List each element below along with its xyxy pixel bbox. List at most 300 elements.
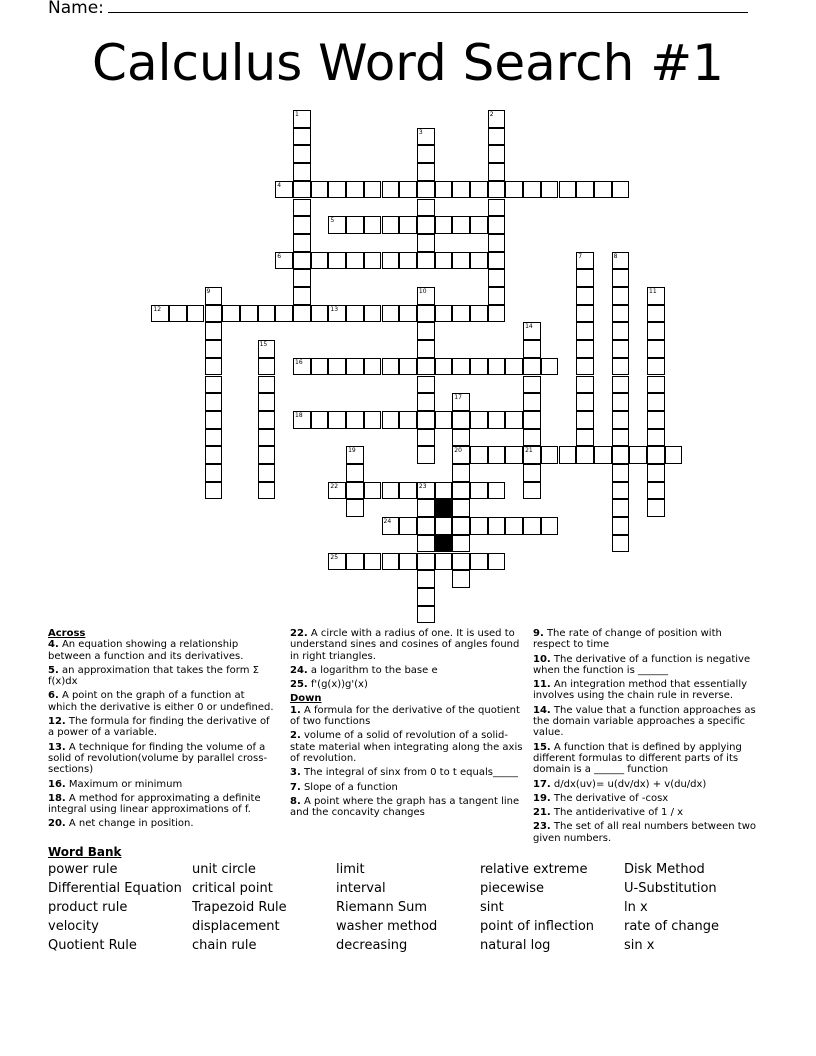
crossword-cell[interactable] <box>417 376 435 394</box>
crossword-cell[interactable] <box>612 411 630 429</box>
crossword-cell[interactable] <box>364 553 382 571</box>
crossword-cell[interactable] <box>328 358 346 376</box>
crossword-cell[interactable] <box>523 446 541 464</box>
crossword-cell[interactable] <box>470 358 488 376</box>
crossword-cell[interactable] <box>612 287 630 305</box>
crossword-cell[interactable] <box>417 570 435 588</box>
crossword-cell[interactable] <box>275 252 293 270</box>
crossword-cell[interactable] <box>205 322 223 340</box>
crossword-cell[interactable] <box>328 482 346 500</box>
crossword-cell[interactable] <box>435 216 453 234</box>
crossword-cell[interactable] <box>647 393 665 411</box>
crossword-cell[interactable] <box>523 322 541 340</box>
clue-number: 10. <box>533 653 551 665</box>
clue-number: 11. <box>533 679 551 691</box>
crossword-cell[interactable] <box>576 411 594 429</box>
crossword-cell[interactable] <box>647 287 665 305</box>
crossword-cell[interactable] <box>275 181 293 199</box>
crossword-cell[interactable] <box>169 305 187 323</box>
crossword-cell[interactable] <box>435 553 453 571</box>
crossword-cell[interactable] <box>293 411 311 429</box>
crossword-cell[interactable] <box>417 499 435 517</box>
crossword-cell[interactable] <box>576 340 594 358</box>
crossword-cell[interactable] <box>346 181 364 199</box>
crossword-cell[interactable] <box>293 199 311 217</box>
word-bank-item: interval <box>336 881 386 896</box>
down-clue <box>533 679 761 702</box>
crossword-cell[interactable] <box>523 411 541 429</box>
crossword-cell[interactable] <box>452 464 470 482</box>
crossword-cell[interactable] <box>258 358 276 376</box>
crossword-cell[interactable] <box>576 287 594 305</box>
crossword-cell[interactable] <box>576 252 594 270</box>
word-bank-item: displacement <box>192 919 280 934</box>
crossword-cell[interactable] <box>559 446 577 464</box>
clue-text: The derivative of a function is negative when the function is ______ <box>533 653 751 676</box>
crossword-cell[interactable] <box>205 340 223 358</box>
crossword-cell[interactable] <box>452 553 470 571</box>
crossword-cell[interactable] <box>399 181 417 199</box>
crossword-cell[interactable] <box>382 216 400 234</box>
crossword-cell[interactable] <box>399 411 417 429</box>
crossword-cell[interactable] <box>505 446 523 464</box>
crossword-cell[interactable] <box>647 358 665 376</box>
clue-text: Maximum or minimum <box>65 778 183 790</box>
crossword-cell[interactable] <box>417 128 435 146</box>
crossword-cell[interactable] <box>612 322 630 340</box>
crossword-cell[interactable] <box>488 446 506 464</box>
cell-number: 5 <box>330 217 335 225</box>
crossword-cell[interactable] <box>258 376 276 394</box>
crossword-cell[interactable] <box>435 358 453 376</box>
crossword-cell[interactable] <box>470 252 488 270</box>
crossword-cell[interactable] <box>523 376 541 394</box>
crossword-cell[interactable] <box>205 411 223 429</box>
crossword-cell[interactable] <box>205 393 223 411</box>
cell-number: 20 <box>454 447 462 455</box>
crossword-cell[interactable] <box>647 464 665 482</box>
crossword-cell[interactable] <box>594 446 612 464</box>
crossword-cell[interactable] <box>470 517 488 535</box>
crossword-cell[interactable] <box>328 181 346 199</box>
clue-number: 22. <box>290 628 308 639</box>
crossword-cell[interactable] <box>417 252 435 270</box>
crossword-cell[interactable] <box>612 429 630 447</box>
crossword-cell[interactable] <box>576 393 594 411</box>
clue-number: 21. <box>533 807 551 819</box>
crossword-cell[interactable] <box>612 482 630 500</box>
clue-text: The antiderivative of 1 / x <box>550 807 684 819</box>
crossword-cell[interactable] <box>346 411 364 429</box>
down-heading: Down <box>290 693 322 705</box>
crossword-cell[interactable] <box>417 181 435 199</box>
crossword-cell[interactable] <box>417 553 435 571</box>
crossword-cell[interactable] <box>647 305 665 323</box>
crossword-cell[interactable] <box>488 358 506 376</box>
crossword-cell[interactable] <box>205 464 223 482</box>
crossword-cell[interactable] <box>541 446 559 464</box>
crossword-cell[interactable] <box>399 517 417 535</box>
crossword-cell[interactable] <box>346 305 364 323</box>
crossword-cell[interactable] <box>205 446 223 464</box>
crossword-cell[interactable] <box>470 181 488 199</box>
crossword-cell[interactable] <box>612 499 630 517</box>
crossword-cell[interactable] <box>205 358 223 376</box>
crossword-cell[interactable] <box>435 482 453 500</box>
crossword-cell[interactable] <box>311 252 329 270</box>
crossword-cell[interactable] <box>417 429 435 447</box>
clue-text: An integration method that essentially involves using the chain rule in reverse. <box>533 679 748 702</box>
crossword-cell[interactable] <box>205 287 223 305</box>
word-bank-item: Disk Method <box>624 862 705 877</box>
word-bank-item: Differential Equation <box>48 881 182 896</box>
crossword-cell[interactable] <box>417 446 435 464</box>
crossword-cell[interactable] <box>523 181 541 199</box>
crossword-cell[interactable] <box>346 252 364 270</box>
crossword-cell[interactable] <box>612 535 630 553</box>
crossword-cell[interactable] <box>452 429 470 447</box>
clue-number: 25. <box>290 679 308 691</box>
crossword-cell[interactable] <box>576 429 594 447</box>
crossword-cell[interactable] <box>488 199 506 217</box>
crossword-cell[interactable] <box>293 287 311 305</box>
crossword-cell[interactable] <box>311 305 329 323</box>
down-clue <box>533 628 761 651</box>
down-clue <box>290 705 526 728</box>
crossword-cell[interactable] <box>222 305 240 323</box>
crossword-cell[interactable] <box>382 252 400 270</box>
crossword-cell[interactable] <box>417 234 435 252</box>
crossword-cell[interactable] <box>523 393 541 411</box>
crossword-cell[interactable] <box>435 305 453 323</box>
crossword-cell[interactable] <box>382 553 400 571</box>
crossword-cell[interactable] <box>417 482 435 500</box>
crossword-cell[interactable] <box>612 252 630 270</box>
crossword-cell[interactable] <box>576 376 594 394</box>
word-bank-item: power rule <box>48 862 118 877</box>
crossword-cell[interactable] <box>399 252 417 270</box>
crossword-cell[interactable] <box>293 252 311 270</box>
crossword-cell[interactable] <box>612 305 630 323</box>
crossword-cell[interactable] <box>382 517 400 535</box>
crossword-cell[interactable] <box>399 216 417 234</box>
crossword-cell[interactable] <box>364 216 382 234</box>
crossword-cell[interactable] <box>612 269 630 287</box>
crossword-cell[interactable] <box>576 305 594 323</box>
crossword-cell[interactable] <box>399 358 417 376</box>
crossword-cell[interactable] <box>258 464 276 482</box>
cell-number: 4 <box>277 181 282 189</box>
crossword-cell[interactable] <box>488 110 506 128</box>
crossword-cell[interactable] <box>612 358 630 376</box>
crossword-cell[interactable] <box>452 393 470 411</box>
crossword-cell[interactable] <box>399 305 417 323</box>
crossword-cell[interactable] <box>346 446 364 464</box>
crossword-cell[interactable] <box>452 216 470 234</box>
crossword-cell[interactable] <box>258 446 276 464</box>
crossword-cell[interactable] <box>559 181 577 199</box>
crossword-cell[interactable] <box>470 411 488 429</box>
crossword-cell[interactable] <box>576 446 594 464</box>
word-bank-item: U-Substitution <box>624 881 717 896</box>
crossword-cell[interactable] <box>258 429 276 447</box>
word-bank-item: unit circle <box>192 862 256 877</box>
crossword-cell[interactable] <box>417 305 435 323</box>
clue-text: A net change in position. <box>65 818 194 830</box>
crossword-cell[interactable] <box>382 411 400 429</box>
crossword-cell[interactable] <box>417 287 435 305</box>
crossword-cell[interactable] <box>452 570 470 588</box>
crossword-cell[interactable] <box>505 358 523 376</box>
crossword-cell[interactable] <box>328 252 346 270</box>
crossword-cell[interactable] <box>346 216 364 234</box>
crossword-cell[interactable] <box>488 482 506 500</box>
crossword-cell[interactable] <box>293 128 311 146</box>
crossword-cell[interactable] <box>364 305 382 323</box>
clue-text: A point where the graph has a tangent line and the concavity changes <box>290 795 520 819</box>
crossword-cell[interactable] <box>488 517 506 535</box>
crossword-cell[interactable] <box>364 411 382 429</box>
crossword-cell[interactable] <box>612 393 630 411</box>
crossword-cell[interactable] <box>328 411 346 429</box>
crossword-cell[interactable] <box>452 446 470 464</box>
crossword-cell[interactable] <box>311 181 329 199</box>
crossword-cell[interactable] <box>594 181 612 199</box>
crossword-cell[interactable] <box>576 358 594 376</box>
crossword-cell[interactable] <box>205 429 223 447</box>
crossword-cell[interactable] <box>205 305 223 323</box>
crossword-cell[interactable] <box>293 358 311 376</box>
crossword-cell[interactable] <box>258 305 276 323</box>
crossword-cell[interactable] <box>488 287 506 305</box>
crossword-cell[interactable] <box>435 252 453 270</box>
crossword-cell[interactable] <box>346 482 364 500</box>
clue-number: 19. <box>533 792 551 804</box>
crossword-cell[interactable] <box>523 340 541 358</box>
crossword-cell[interactable] <box>470 216 488 234</box>
crossword-cell[interactable] <box>576 269 594 287</box>
crossword-cell[interactable] <box>205 482 223 500</box>
crossword-cell[interactable] <box>364 482 382 500</box>
crossword-cell[interactable] <box>293 181 311 199</box>
crossword-cell[interactable] <box>346 553 364 571</box>
crossword-cell[interactable] <box>417 216 435 234</box>
crossword-cell[interactable] <box>612 376 630 394</box>
crossword-cell[interactable] <box>364 252 382 270</box>
across-clue <box>290 679 526 690</box>
crossword-cell[interactable] <box>541 358 559 376</box>
crossword-cell[interactable] <box>328 305 346 323</box>
crossword-cell[interactable] <box>258 340 276 358</box>
crossword-cell[interactable] <box>612 464 630 482</box>
crossword-cell[interactable] <box>612 340 630 358</box>
crossword-cell[interactable] <box>452 181 470 199</box>
crossword-cell[interactable] <box>364 181 382 199</box>
crossword-cell[interactable] <box>612 181 630 199</box>
crossword-cell[interactable] <box>647 411 665 429</box>
crossword-cell[interactable] <box>470 446 488 464</box>
crossword-cell[interactable] <box>470 553 488 571</box>
crossword-cell[interactable] <box>293 269 311 287</box>
crossword-cell[interactable] <box>505 181 523 199</box>
crossword-cell[interactable] <box>417 322 435 340</box>
word-bank-item: sint <box>480 900 504 915</box>
crossword-cell[interactable] <box>523 482 541 500</box>
crossword-cell[interactable] <box>258 411 276 429</box>
crossword-cell[interactable] <box>452 358 470 376</box>
cell-number: 18 <box>295 411 303 419</box>
crossword-cell[interactable] <box>382 358 400 376</box>
crossword-cell[interactable] <box>488 181 506 199</box>
crossword-cell[interactable] <box>346 464 364 482</box>
crossword-cell[interactable] <box>417 535 435 553</box>
crossword-cell[interactable] <box>541 517 559 535</box>
crossword-cell[interactable] <box>612 517 630 535</box>
crossword-cell[interactable] <box>275 305 293 323</box>
crossword-cell[interactable] <box>417 358 435 376</box>
crossword-cell[interactable] <box>505 411 523 429</box>
crossword-cell[interactable] <box>417 199 435 217</box>
crossword-cell[interactable] <box>240 305 258 323</box>
crossword-cell[interactable] <box>470 482 488 500</box>
crossword-cell[interactable] <box>293 145 311 163</box>
crossword-cell[interactable] <box>523 464 541 482</box>
crossword-cell[interactable] <box>647 376 665 394</box>
crossword-cell[interactable] <box>488 553 506 571</box>
crossword-cell[interactable] <box>293 234 311 252</box>
crossword-cell[interactable] <box>523 517 541 535</box>
clue-number: 6. <box>48 690 59 702</box>
clue-text: an approximation that takes the form Σ f(x)dx <box>48 664 259 688</box>
crossword-cell[interactable] <box>452 305 470 323</box>
crossword-cell[interactable] <box>382 181 400 199</box>
crossword-cell[interactable] <box>346 358 364 376</box>
down-clue <box>290 796 526 819</box>
crossword-cell[interactable] <box>576 322 594 340</box>
crossword-cell[interactable] <box>151 305 169 323</box>
crossword-cell[interactable] <box>523 429 541 447</box>
crossword-cell[interactable] <box>293 216 311 234</box>
clue-number: 24. <box>290 664 308 676</box>
down-clue <box>533 807 761 818</box>
crossword-cell[interactable] <box>435 181 453 199</box>
crossword-cell[interactable] <box>311 358 329 376</box>
across-heading: Across <box>48 628 86 639</box>
crossword-cell[interactable] <box>523 358 541 376</box>
crossword-cell[interactable] <box>488 269 506 287</box>
crossword-cell[interactable] <box>488 163 506 181</box>
crossword-cell[interactable] <box>364 358 382 376</box>
crossword-cell[interactable] <box>205 376 223 394</box>
crossword-cell[interactable] <box>452 252 470 270</box>
word-bank-item: Quotient Rule <box>48 938 137 953</box>
crossword-cell[interactable] <box>452 517 470 535</box>
crossword-cell[interactable] <box>488 411 506 429</box>
crossword-cell[interactable] <box>417 145 435 163</box>
crossword-cell[interactable] <box>417 393 435 411</box>
cell-number: 12 <box>153 305 162 313</box>
cell-number: 19 <box>348 447 356 455</box>
crossword-cell[interactable] <box>258 393 276 411</box>
crossword-cell[interactable] <box>311 411 329 429</box>
crossword-cell[interactable] <box>647 340 665 358</box>
crossword-cell[interactable] <box>258 482 276 500</box>
crossword-cell[interactable] <box>488 305 506 323</box>
crossword-cell[interactable] <box>629 446 647 464</box>
crossword-cell[interactable] <box>612 446 630 464</box>
word-bank <box>48 862 768 957</box>
cell-number: 22 <box>330 482 339 490</box>
clue-text: volume of a solid of revolution of a solid-state material when integrating along the axis of revolution. <box>290 730 523 764</box>
crossword-cell[interactable] <box>647 446 665 464</box>
crossword-cell[interactable] <box>505 517 523 535</box>
crossword-cell[interactable] <box>470 305 488 323</box>
crossword-cell[interactable] <box>452 499 470 517</box>
crossword-cell[interactable] <box>647 482 665 500</box>
crossword-cell[interactable] <box>382 305 400 323</box>
cell-number: 13 <box>330 305 339 313</box>
clue-number: 23. <box>533 821 551 833</box>
crossword-cell[interactable] <box>399 553 417 571</box>
crossword-cell[interactable] <box>452 535 470 553</box>
crossword-cell[interactable] <box>417 588 435 606</box>
crossword-cell[interactable] <box>399 482 417 500</box>
crossword-cell[interactable] <box>417 340 435 358</box>
crossword-cell[interactable] <box>346 499 364 517</box>
down-clue <box>290 767 526 778</box>
crossword-cell[interactable] <box>328 553 346 571</box>
crossword-cell[interactable] <box>665 446 683 464</box>
crossword-cell[interactable] <box>293 163 311 181</box>
crossword-cell[interactable] <box>541 181 559 199</box>
crossword-cell[interactable] <box>452 411 470 429</box>
crossword-cell[interactable] <box>488 145 506 163</box>
crossword-cell[interactable] <box>488 234 506 252</box>
crossword-cell[interactable] <box>452 482 470 500</box>
across-clue <box>48 716 276 739</box>
crossword-cell[interactable] <box>488 216 506 234</box>
crossword-cell[interactable] <box>647 499 665 517</box>
crossword-cell[interactable] <box>488 252 506 270</box>
crossword-cell[interactable] <box>435 411 453 429</box>
down-clue <box>533 821 761 844</box>
crossword-cell[interactable] <box>187 305 205 323</box>
crossword-cell[interactable] <box>328 216 346 234</box>
crossword-cell[interactable] <box>647 429 665 447</box>
clue-number: 18. <box>48 792 66 804</box>
crossword-cell[interactable] <box>647 322 665 340</box>
crossword-cell[interactable] <box>435 517 453 535</box>
crossword-cell[interactable] <box>417 517 435 535</box>
crossword-cell[interactable] <box>382 482 400 500</box>
clue-number: 1. <box>290 704 301 716</box>
crossword-cell[interactable] <box>417 163 435 181</box>
word-bank-item: piecewise <box>480 881 545 896</box>
crossword-cell[interactable] <box>417 606 435 624</box>
down-clue <box>533 742 761 776</box>
crossword-cell[interactable] <box>488 128 506 146</box>
clue-number: 14. <box>533 704 551 716</box>
clue-number: 4. <box>48 639 59 651</box>
across-clue <box>48 779 276 790</box>
crossword-cell[interactable] <box>417 411 435 429</box>
crossword-cell[interactable] <box>293 305 311 323</box>
crossword-cell[interactable] <box>576 181 594 199</box>
crossword-cell[interactable] <box>293 110 311 128</box>
clue-number: 12. <box>48 716 66 728</box>
cell-number: 6 <box>277 252 282 260</box>
name-label: Name: <box>48 0 104 18</box>
